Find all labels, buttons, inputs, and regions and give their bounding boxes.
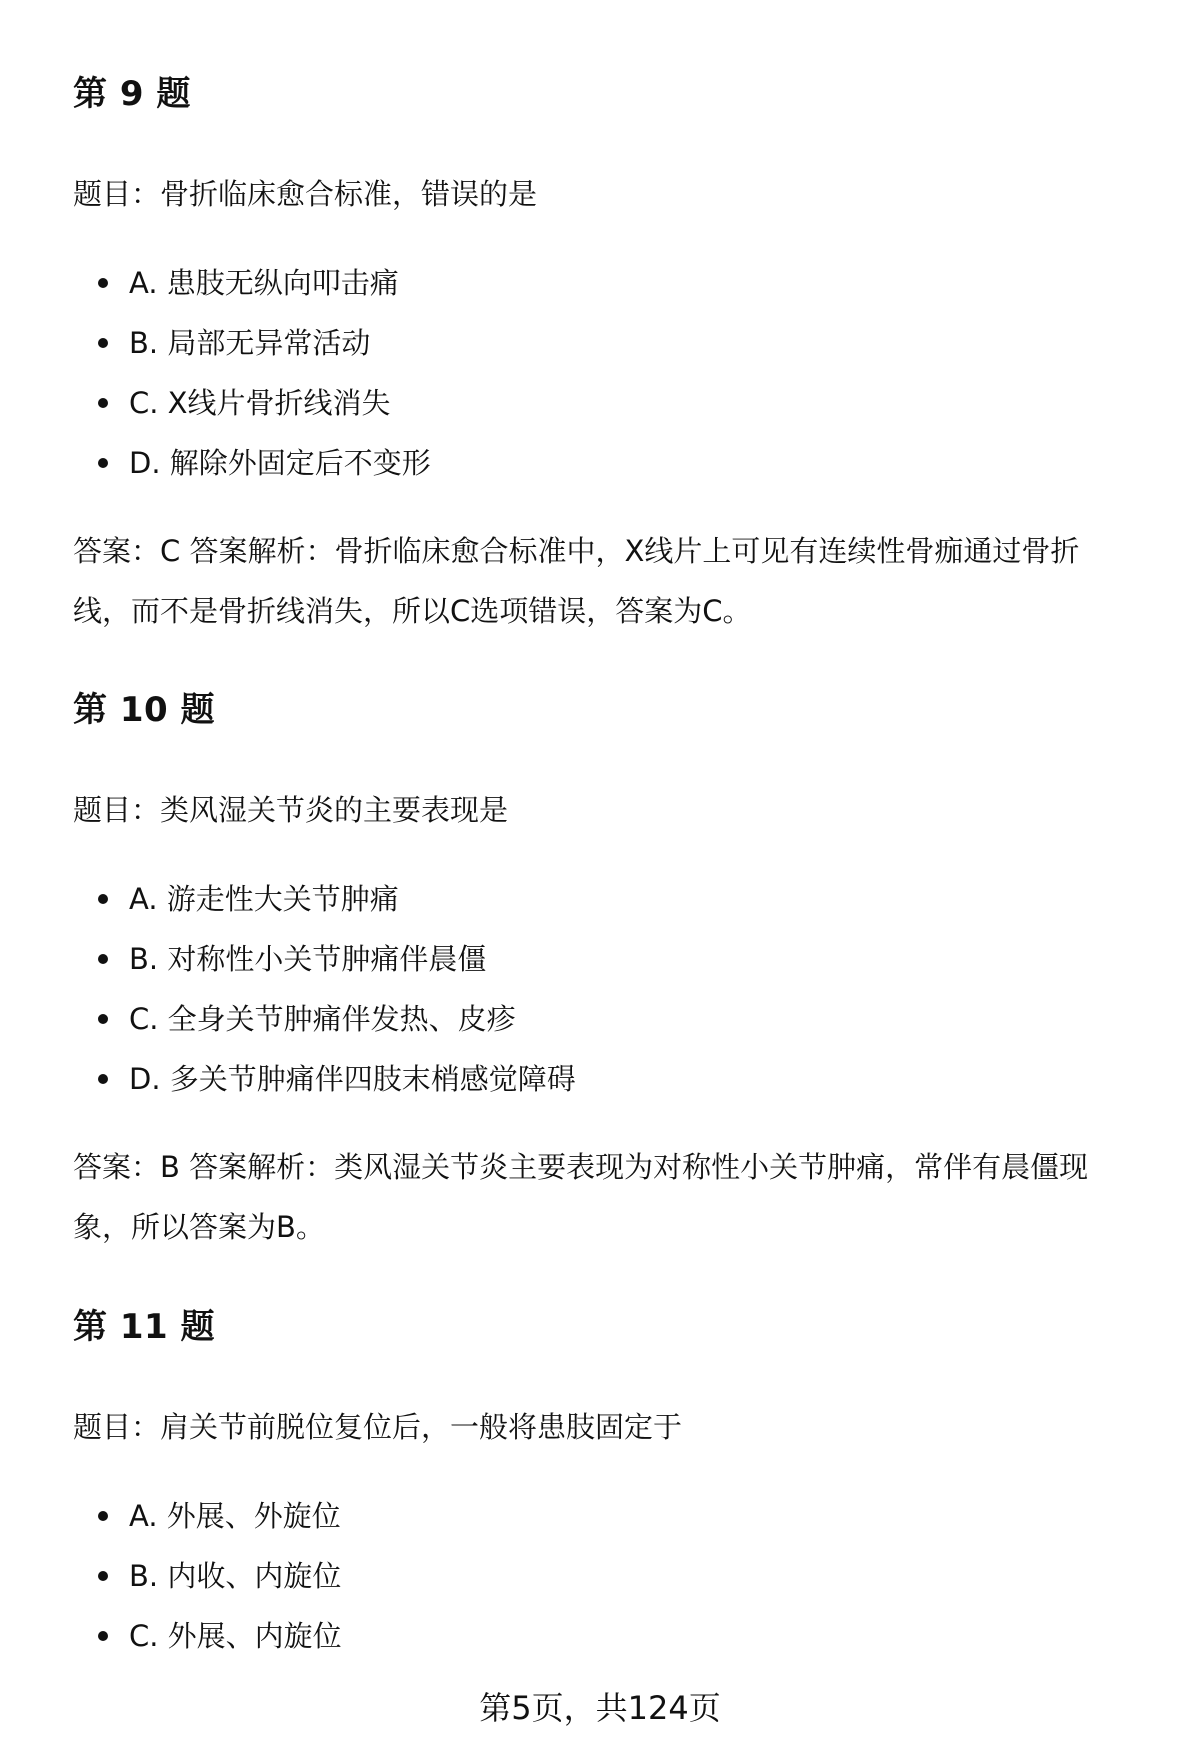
answer-explanation: 答案：B 答案解析：类风湿关节炎主要表现为对称性小关节肿痛，常伴有晨僵现象，所以答案为B。 (73, 1150, 1089, 1244)
option-text: A. 外展、外旋位 (129, 1499, 341, 1533)
question-heading: 第 11 题 (73, 1307, 215, 1347)
question-stem: 题目：骨折临床愈合标准，错误的是 (73, 177, 538, 211)
bullet-icon (98, 458, 108, 468)
option-list (0, 1486, 342, 1666)
option-item (0, 433, 431, 493)
option-item (0, 929, 576, 989)
option-text: B. 局部无异常活动 (129, 326, 371, 360)
question-stem: 题目：肩关节前脱位复位后，一般将患肢固定于 (73, 1410, 683, 1444)
bullet-icon (98, 1074, 108, 1084)
bullet-icon (98, 278, 108, 288)
option-item (0, 373, 431, 433)
option-item (0, 1606, 342, 1666)
question-heading: 第 10 题 (73, 690, 215, 730)
option-text: B. 对称性小关节肿痛伴晨僵 (129, 942, 487, 976)
page-number: 第5页，共124页 (479, 1689, 721, 1727)
option-item (0, 1546, 342, 1606)
question-stem: 题目：类风湿关节炎的主要表现是 (73, 793, 509, 827)
bullet-icon (98, 1631, 108, 1641)
option-list (0, 253, 431, 493)
option-item (0, 253, 431, 313)
bullet-icon (98, 338, 108, 348)
bullet-icon (98, 1511, 108, 1521)
option-text: B. 内收、内旋位 (129, 1559, 342, 1593)
answer-explanation: 答案：C 答案解析：骨折临床愈合标准中，X线片上可见有连续性骨痂通过骨折线，而不是骨折线消失，所以C选项错误，答案为C。 (73, 534, 1080, 628)
option-item (0, 989, 576, 1049)
option-item (0, 1049, 576, 1109)
option-list (0, 869, 576, 1109)
question-heading: 第 9 题 (73, 74, 191, 114)
option-item (0, 869, 576, 929)
option-text: C. X线片骨折线消失 (129, 386, 391, 420)
option-text: C. 全身关节肿痛伴发热、皮疹 (129, 1002, 516, 1036)
bullet-icon (98, 894, 108, 904)
bullet-icon (98, 1014, 108, 1024)
option-text: D. 解除外固定后不变形 (129, 446, 431, 480)
option-text: C. 外展、内旋位 (129, 1619, 342, 1653)
bullet-icon (98, 1571, 108, 1581)
bullet-icon (98, 398, 108, 408)
option-item (0, 1486, 342, 1546)
option-text: A. 游走性大关节肿痛 (129, 882, 399, 916)
option-text: D. 多关节肿痛伴四肢末梢感觉障碍 (129, 1062, 576, 1096)
bullet-icon (98, 954, 108, 964)
option-text: A. 患肢无纵向叩击痛 (129, 266, 399, 300)
option-item (0, 313, 431, 373)
